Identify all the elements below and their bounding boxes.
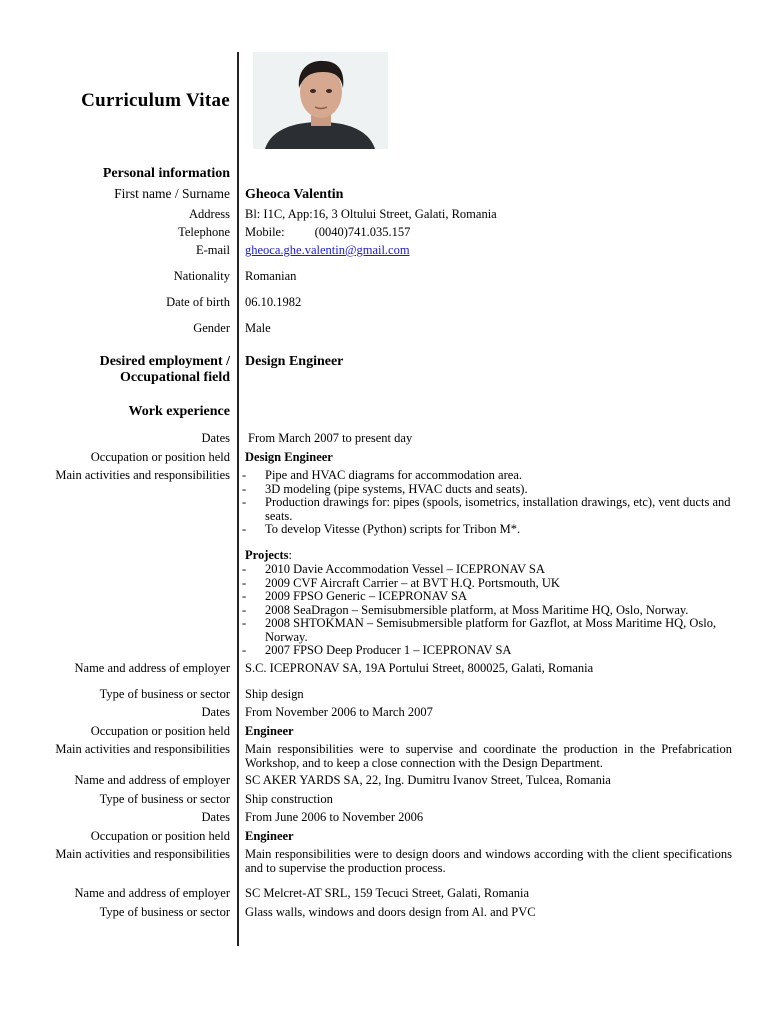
address-label: Address bbox=[189, 207, 230, 221]
email-label: E-mail bbox=[195, 243, 230, 257]
job1-employer: S.C. ICEPRONAV SA, 19A Portului Street, 800025, Galati, Romania bbox=[245, 661, 594, 675]
job2-position: Engineer bbox=[245, 724, 294, 738]
job2-business-label: Type of business or sector bbox=[99, 792, 230, 806]
work-experience-heading: Work experience bbox=[128, 404, 230, 419]
job1-business-label: Type of business or sector bbox=[99, 687, 230, 701]
dob-label: Date of birth bbox=[166, 295, 230, 309]
gender-label: Gender bbox=[193, 321, 230, 335]
telephone-number: (0040)741.035.157 bbox=[314, 225, 411, 239]
list-item: - 2008 SHTOKMAN – Semisubmersible platform for Gazflot, at Moss Maritime HQ, Oslo, Norway. bbox=[242, 616, 717, 644]
list-item: - 2009 FPSO Generic – ICEPRONAV SA bbox=[242, 589, 467, 603]
job3-activities-label: Main activities and responsibilities bbox=[55, 847, 230, 861]
address-value: Bl: I1C, App:16, 3 Oltului Street, Galati, Romania bbox=[245, 207, 497, 221]
cv-title: Curriculum Vitae bbox=[81, 90, 230, 111]
job1-position: Design Engineer bbox=[245, 450, 333, 464]
list-item: - To develop Vitesse (Python) scripts for Tribon M*. bbox=[242, 522, 521, 536]
job3-activities: Main responsibilities were to design doors and windows according with the client specifications and to supervise the production process. bbox=[245, 847, 732, 875]
column-divider bbox=[237, 52, 239, 946]
telephone-value bbox=[245, 225, 410, 240]
full-name: Gheoca Valentin bbox=[245, 187, 344, 202]
telephone-label: Telephone bbox=[178, 225, 230, 239]
job3-dates-label: Dates bbox=[201, 810, 230, 824]
job3-business: Glass walls, windows and doors design from Al. and PVC bbox=[245, 905, 536, 919]
job2-business: Ship construction bbox=[245, 792, 333, 806]
occupational-field-heading: Occupational field bbox=[119, 370, 230, 385]
list-item: - 2008 SeaDragon – Semisubmersible platform, at Moss Maritime HQ, Oslo, Norway. bbox=[242, 602, 689, 617]
list-item: - 3D modeling (pipe systems, HVAC ducts and seats). bbox=[242, 481, 528, 496]
list-item: - Pipe and HVAC diagrams for accommodation area. bbox=[242, 468, 522, 482]
dob-value: 06.10.1982 bbox=[245, 295, 302, 309]
job1-activities-list bbox=[242, 469, 737, 537]
job2-occupation-label: Occupation or position held bbox=[90, 724, 230, 738]
name-label: First name / Surname bbox=[114, 186, 230, 201]
job3-employer: SC Melcret-AT SRL, 159 Tecuci Street, Galati, Romania bbox=[245, 886, 530, 900]
projects-list bbox=[242, 563, 737, 658]
personal-info-heading: Personal information bbox=[102, 166, 230, 181]
desired-employment-heading: Desired employment / bbox=[99, 354, 230, 369]
job3-business-label: Type of business or sector bbox=[99, 905, 230, 919]
job3-employer-label: Name and address of employer bbox=[74, 886, 230, 900]
list-item: - 2010 Davie Accommodation Vessel – ICEPRONAV SA bbox=[242, 562, 545, 576]
job3-occupation-label: Occupation or position held bbox=[90, 829, 230, 843]
job2-employer: SC AKER YARDS SA, 22, Ing. Dumitru Ivanov Street, Tulcea, Romania bbox=[245, 773, 611, 787]
list-item: - 2009 CVF Aircraft Carrier – at BVT H.Q. Portsmouth, UK bbox=[242, 575, 560, 590]
list-item: - 2007 FPSO Deep Producer 1 – ICEPRONAV SA bbox=[242, 643, 512, 657]
job2-activities-label: Main activities and responsibilities bbox=[55, 742, 230, 756]
job3-position: Engineer bbox=[245, 829, 294, 843]
job2-dates: From November 2006 to March 2007 bbox=[245, 705, 433, 719]
job2-employer-label: Name and address of employer bbox=[74, 773, 230, 787]
job1-dates-label: Dates bbox=[201, 431, 230, 445]
job1-activities-label: Main activities and responsibilities bbox=[55, 468, 230, 482]
telephone-prefix: Mobile: bbox=[245, 225, 285, 239]
gender-value: Male bbox=[245, 321, 271, 335]
profile-photo bbox=[253, 52, 388, 149]
job1-occupation-label: Occupation or position held bbox=[90, 450, 230, 464]
email-link[interactable]: gheoca.ghe.valentin@gmail.com bbox=[245, 243, 410, 257]
desired-employment-value: Design Engineer bbox=[245, 354, 344, 369]
job3-dates: From June 2006 to November 2006 bbox=[245, 810, 424, 824]
job2-dates-label: Dates bbox=[201, 705, 230, 719]
job1-business: Ship design bbox=[245, 687, 304, 701]
list-item: - Production drawings for: pipes (spools, isometrics, installation drawings, etc), vent ducts and seats. bbox=[242, 495, 731, 523]
nationality-value: Romanian bbox=[245, 269, 297, 283]
job1-dates: From March 2007 to present day bbox=[248, 431, 413, 445]
projects-label: Projects: bbox=[245, 548, 292, 562]
job1-employer-label: Name and address of employer bbox=[74, 661, 230, 675]
job2-activities: Main responsibilities were to supervise and coordinate the production in the Prefabrication Workshop, and to keep a close connection with the Design Department. bbox=[245, 742, 732, 770]
nationality-label: Nationality bbox=[173, 269, 230, 283]
